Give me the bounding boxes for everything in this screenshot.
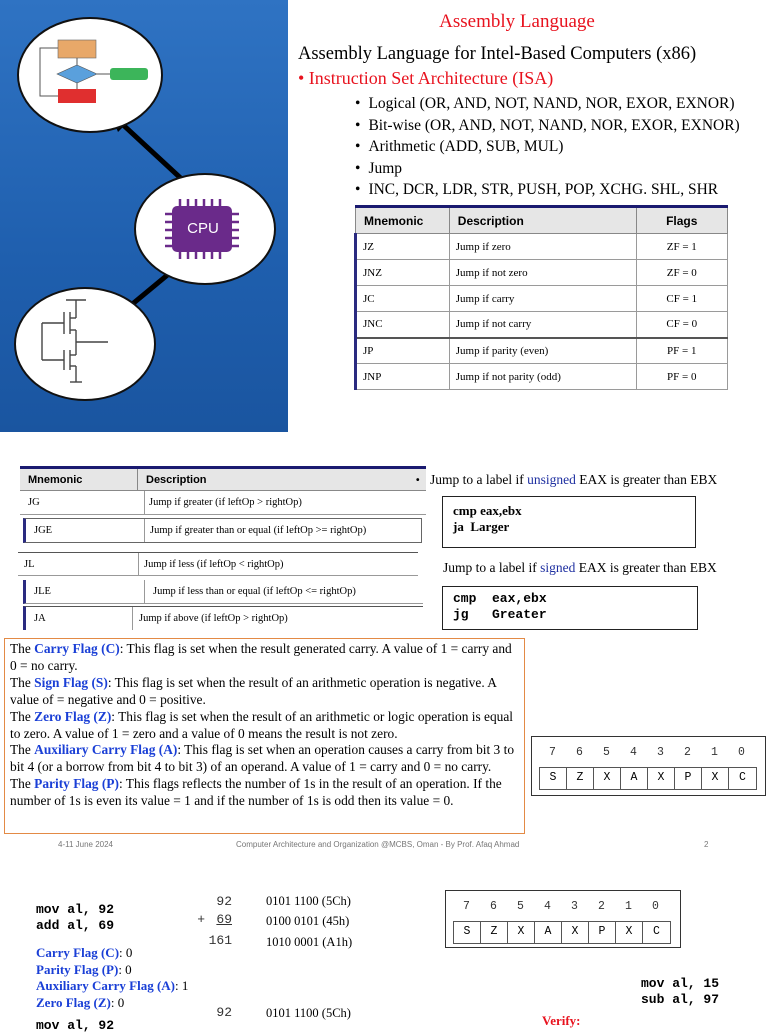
flag-cell: P	[675, 768, 702, 789]
mnemonic-cell: JLE	[34, 586, 51, 597]
flag-text: : This flags reflects the number of 1s in the result of an operation. If the number of 1s is even its value = 1 and if the number of 1s is odd then its value = 0.	[10, 776, 502, 809]
flag-cell: X	[702, 768, 729, 789]
flag-cell: Z	[567, 768, 594, 789]
description-cell: Jump if less than or equal (if leftOp <= rightOp)	[144, 580, 356, 603]
flag-text: : This flag is set when the result of an arithmetic or logic operation is equal to zero. A value of 1 = zero and a value of 0 means the result is not zero.	[10, 708, 514, 741]
code-line: add al, 69	[36, 918, 115, 933]
flag-cell: C	[739, 771, 746, 784]
col-header-mnemonic: Mnemonic	[356, 207, 450, 234]
description-cell: Jump if less (if leftOp < rightOp)	[138, 553, 283, 575]
result-line	[36, 945, 188, 962]
bit-number: 0	[738, 746, 745, 759]
table-row	[18, 552, 418, 576]
bit-number: 3	[657, 746, 664, 759]
mnemonic-cell: JNP	[356, 364, 450, 390]
flag-cell: A	[535, 922, 562, 943]
flag-letters	[453, 921, 671, 944]
decimal-sum: 161	[208, 933, 232, 948]
flag-letters	[539, 767, 757, 790]
flag-register-diagram	[445, 890, 681, 948]
result-line	[36, 978, 188, 995]
bit-number: 5	[603, 746, 610, 759]
bit-number: 5	[517, 900, 524, 913]
illustration-panel	[0, 0, 288, 432]
flag-cell: CF = 1	[636, 286, 727, 312]
flag-cell: ZF = 1	[636, 234, 727, 260]
isa-list	[355, 93, 740, 201]
sub-example-code	[641, 976, 719, 1008]
result-flags	[36, 945, 188, 1011]
label-text: EAX is greater than EBX	[575, 472, 718, 487]
mnemonic-cell: JZ	[356, 234, 450, 260]
footer-credit: Computer Architecture and Organization @MCBS, Oman - By Prof. Afaq Ahmad	[236, 840, 520, 849]
label-text: Jump to a label if	[443, 560, 541, 575]
table-row	[23, 580, 423, 604]
bullet-dot: •	[416, 475, 420, 486]
result-line	[36, 995, 188, 1012]
slide-title: Assembly Language	[439, 11, 595, 32]
jump-flags-table	[354, 205, 728, 390]
isa-item: • INC, DCR, LDR, STR, PUSH, POP, XCHG. SHL, SHR	[355, 179, 740, 201]
flag-name: Parity Flag (P)	[34, 776, 119, 792]
flag-register-diagram	[531, 736, 766, 796]
table-header-row	[20, 466, 426, 491]
mnemonic-cell: JC	[356, 286, 450, 312]
add-example-code	[36, 902, 114, 934]
table-row	[356, 312, 728, 338]
plus-sign: +	[197, 912, 205, 927]
flag-cell: S	[454, 922, 481, 943]
flag-cell: X	[616, 922, 643, 943]
bit-number: 1	[625, 900, 632, 913]
decimal-operand: 69	[216, 912, 232, 927]
binary-operand: 0101 1100 (5Ch)	[266, 1006, 351, 1020]
isa-item: • Arithmetic (ADD, SUB, MUL)	[355, 136, 740, 158]
isa-item: • Logical (OR, AND, NOT, NAND, NOR, EXOR, EXNOR)	[355, 93, 740, 115]
description-cell: Jump if not parity (odd)	[449, 364, 636, 390]
flag-name: Sign Flag (S)	[34, 674, 108, 690]
bit-number: 2	[598, 900, 605, 913]
description-cell: Jump if parity (even)	[449, 338, 636, 364]
flag-name: Zero Flag (Z)	[36, 994, 111, 1010]
flags-description	[4, 638, 525, 834]
flag-cell: Z	[481, 922, 508, 943]
flag-paragraph: The Sign Flag (S): This flag is set when the result of an arithmetic operation is negative. A value of = negative and 0 = positive.	[10, 674, 497, 707]
decimal-operand: 92	[216, 1005, 232, 1020]
mnemonic-cell: JL	[24, 558, 35, 570]
code-line: sub al, 97	[641, 992, 720, 1007]
cpu-chip-label: CPU	[187, 220, 219, 237]
code-line: mov al, 15	[641, 976, 720, 991]
flag-cell: A	[621, 768, 648, 789]
flag-paragraph: The Carry Flag (C): This flag is set when the result generated carry. A value of 1 = carry and 0 = no carry.	[10, 641, 512, 673]
binary-sum: 1010 0001 (A1h)	[266, 935, 353, 949]
flag-cell: CF = 0	[636, 312, 727, 338]
unsigned-label	[430, 472, 717, 488]
table-row	[23, 518, 422, 543]
mnemonic-cell: JNZ	[356, 260, 450, 286]
mnemonic-cell: JA	[34, 613, 46, 624]
flag-name: Zero Flag (Z)	[34, 708, 112, 724]
description-cell: Jump if greater than or equal (if leftOp >= rightOp)	[144, 519, 366, 542]
mnemonic-cell: JNC	[356, 312, 450, 338]
flag-paragraph: The Parity Flag (P): This flags reflects the number of 1s in the result of an operation. If the number of 1s is even its value = 1 and if the number of 1s is odd then its value = 0.	[10, 776, 502, 809]
col-header-description: Description	[146, 473, 207, 486]
flag-cell: P	[589, 922, 616, 943]
verify-label: Verify:	[542, 1013, 581, 1028]
decimal-operand: 92	[216, 894, 232, 909]
flag-value: : 0	[118, 961, 132, 977]
flag-paragraph: The Auxiliary Carry Flag (A): This flag is set when an operation causes a carry from bit 3 to bit 4 (or a borrow from bit 4 to bit 3) of an operand. A value of 1 = carry and 0 = no carry.	[10, 742, 515, 775]
flag-name: Carry Flag (C)	[34, 641, 120, 656]
unsigned-code-box	[442, 496, 696, 548]
flag-name: Carry Flag (C)	[36, 945, 120, 960]
flag-cell: X	[594, 768, 621, 789]
bit-number: 4	[630, 746, 637, 759]
bit-number: 4	[544, 900, 551, 913]
code-line: jg Greater	[453, 607, 547, 622]
bit-number: 7	[549, 746, 556, 759]
flag-cell: X	[562, 922, 589, 943]
flag-cell: C	[653, 925, 660, 938]
bit-number: 6	[576, 746, 583, 759]
code-line: cmp eax,ebx	[453, 591, 547, 606]
code-line-cut: mov al, 92	[36, 1018, 115, 1033]
table-row	[356, 234, 728, 260]
label-text: Jump to a label if	[430, 472, 528, 487]
signed-jump-table	[20, 466, 426, 630]
description-cell: Jump if not carry	[449, 312, 636, 338]
table-row	[23, 606, 423, 630]
flag-text: : This flag is set when the result of an arithmetic operation is negative. A value of = negative and 0 = positive.	[10, 674, 497, 707]
description-cell: Jump if greater (if leftOp > rightOp)	[144, 491, 302, 514]
bit-numbers	[453, 900, 669, 913]
col-header-description: Description	[449, 207, 636, 234]
footer-page-number: 2	[704, 840, 709, 849]
table-row	[356, 338, 728, 364]
flag-cell: PF = 1	[636, 338, 727, 364]
label-text: EAX is greater than EBX	[575, 560, 717, 575]
flag-value: : 1	[175, 978, 189, 994]
description-cell: Jump if not zero	[449, 260, 636, 286]
bit-number: 3	[571, 900, 578, 913]
binary-operand: 0101 1100 (5Ch)	[266, 894, 351, 908]
flag-text: : This flag is set when the result generated carry. A value of 1 = carry and 0 = no carry.	[10, 641, 512, 673]
isa-heading: • Instruction Set Architecture (ISA)	[298, 68, 554, 88]
flag-value: : 0	[110, 994, 125, 1010]
table-row	[20, 491, 426, 515]
bit-number: 0	[652, 900, 659, 913]
signed-code-box	[442, 586, 698, 630]
result-line	[36, 962, 188, 979]
flag-value: : 0	[119, 945, 133, 960]
footer-date: 4-11 June 2024	[58, 840, 114, 849]
mnemonic-cell: JP	[356, 338, 450, 364]
code-line: ja Larger	[453, 519, 510, 534]
col-header-mnemonic: Mnemonic	[20, 469, 138, 490]
flag-cell: PF = 0	[636, 364, 727, 390]
description-cell: Jump if zero	[449, 234, 636, 260]
bit-numbers	[539, 746, 755, 759]
slide-subtitle: Assembly Language for Intel-Based Computers (x86)	[298, 44, 697, 64]
isa-item: • Bit-wise (OR, AND, NOT, NAND, NOR, EXOR, EXNOR)	[355, 115, 740, 137]
mnemonic-cell: JG	[28, 497, 40, 508]
code-line: mov al, 92	[36, 902, 115, 917]
bit-number: 1	[711, 746, 718, 759]
col-header-flags: Flags	[636, 207, 727, 234]
flag-name: Auxiliary Carry Flag (A)	[34, 742, 178, 758]
keyword-unsigned: unsigned	[527, 472, 576, 487]
flag-text: : This flag is set when an operation causes a carry from bit 3 to bit 4 (or a borrow from bit 4 to bit 3) of an operand. A value of 1 = carry and 0 = no carry.	[10, 742, 515, 775]
mnemonic-cell: JGE	[34, 525, 53, 536]
flag-cell: ZF = 0	[636, 260, 727, 286]
bit-number: 7	[463, 900, 470, 913]
isa-item: • Jump	[355, 158, 740, 180]
bit-number: 6	[490, 900, 497, 913]
table-row	[356, 364, 728, 390]
table-row	[356, 286, 728, 312]
keyword-signed: signed	[540, 560, 576, 575]
code-line: cmp eax,ebx	[453, 503, 522, 518]
table-row	[356, 260, 728, 286]
bit-number: 2	[684, 746, 691, 759]
flag-cell: S	[540, 768, 567, 789]
description-cell: Jump if above (if leftOp > rightOp)	[132, 607, 288, 630]
flag-paragraph: The Zero Flag (Z): This flag is set when the result of an arithmetic or logic operation is equal to zero. A value of 1 = zero and a value of 0 means the result is not zero.	[10, 708, 514, 741]
flag-cell: X	[648, 768, 675, 789]
signed-label	[443, 560, 717, 576]
flag-name: Parity Flag (P)	[36, 961, 119, 977]
binary-operand: 0100 0101 (45h)	[266, 914, 350, 928]
flag-name: Auxiliary Carry Flag (A)	[36, 978, 176, 994]
flag-cell: X	[508, 922, 535, 943]
description-cell: Jump if carry	[449, 286, 636, 312]
